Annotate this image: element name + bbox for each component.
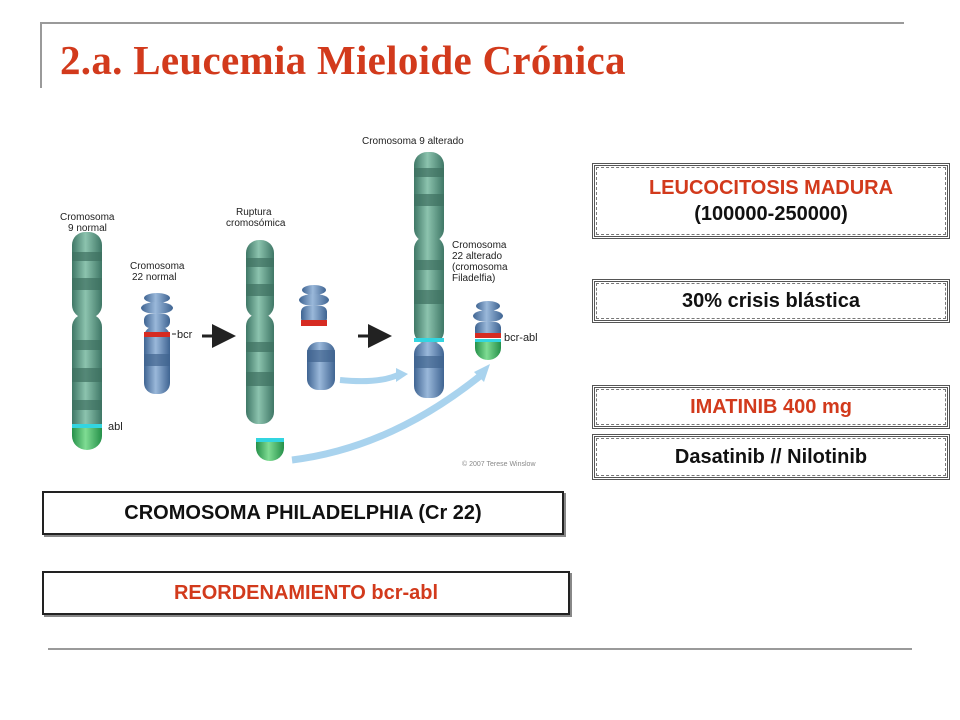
label-chr9-normal-1: Cromosoma xyxy=(60,212,115,223)
imatinib-box xyxy=(592,385,950,429)
slide-title: 2.a. Leucemia Mieloide Crónica xyxy=(60,37,626,83)
philadelphia-label: CROMOSOMA PHILADELPHIA (Cr 22) xyxy=(124,502,482,524)
label-chr22-altered-1: Cromosoma xyxy=(452,240,507,251)
second-line-label: Dasatinib // Nilotinib xyxy=(674,446,868,468)
label-abl: abl xyxy=(108,421,123,433)
label-chr22-altered-2: 22 alterado xyxy=(452,251,503,262)
crisis-box xyxy=(592,279,950,323)
label-rupture-2: cromosómica xyxy=(226,218,286,229)
reordering-box xyxy=(42,571,570,615)
label-rupture-1: Ruptura xyxy=(236,207,272,218)
label-chr9-normal-2: 9 normal xyxy=(68,223,107,234)
chromosome-22-broken xyxy=(299,285,335,390)
curved-arrow-upper xyxy=(340,374,400,381)
label-chr22-altered-3: (cromosoma xyxy=(452,262,508,273)
left-rule xyxy=(40,22,42,88)
leucocitosis-range: (100000-250000) xyxy=(694,203,848,225)
bottom-rule xyxy=(48,648,912,650)
second-line-box xyxy=(592,434,950,480)
label-chr22-normal-2: 22 normal xyxy=(132,272,177,283)
chromosome-22-philadelphia xyxy=(473,301,503,360)
reordering-label: REORDENAMIENTO bcr-abl xyxy=(173,582,439,604)
philadelphia-box xyxy=(42,491,564,535)
leucocitosis-box xyxy=(592,163,950,239)
translocation-svg xyxy=(50,128,570,474)
chromosome-9-altered xyxy=(414,152,444,398)
label-chr22-altered-4: Filadelfia) xyxy=(452,273,496,284)
imatinib-label: IMATINIB 400 mg xyxy=(690,396,852,418)
chromosome-9-normal xyxy=(72,232,102,450)
label-chr9-altered: Cromosoma 9 alterado xyxy=(362,136,464,147)
label-bcr: bcr xyxy=(177,329,193,341)
translocation-figure xyxy=(50,128,570,474)
image-credit: © 2007 Terese Winslow xyxy=(462,461,536,468)
chromosome-9-broken xyxy=(246,240,284,461)
label-bcr-abl: bcr-abl xyxy=(504,332,538,344)
leucocitosis-label: LEUCOCITOSIS MADURA xyxy=(648,177,894,199)
crisis-label: 30% crisis blástica xyxy=(682,290,860,312)
chromosome-22-normal xyxy=(141,293,173,394)
label-chr22-normal-1: Cromosoma xyxy=(130,261,185,272)
top-rule xyxy=(40,22,904,24)
